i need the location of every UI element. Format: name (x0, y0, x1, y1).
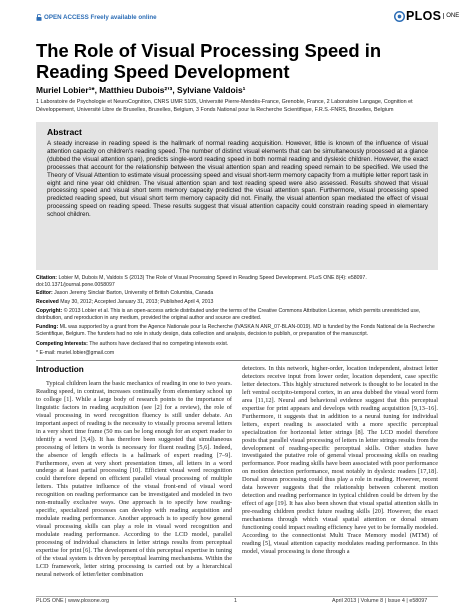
abstract-text: A steady increase in reading speed is the hallmark of normal reading acquisition. However, little is known of the influence of visual attention capacity on children's reading speed. The number of distinct visual elements that can be simultaneously processed at a glance (dubbed the visual attention span), predicts single-word reading speed in both normal reading and dyslexic children. However, the exact processes that account for the relationship between the visual attention span and reading speed remain to be specified. We used the Theory of Visual Attention to estimate visual processing speed and visual short-term memory capacity from a multiple letter report task in eight and nine year old children. The visual attention span and text reading speed were also assessed. Results showed that visual processing speed and visual short term memory capacity predicted the visual attention span. Furthermore, visual processing speed predicted reading speed, but visual short term memory capacity did not. Finally, the visual attention span mediated the effect of visual processing speed on reading speed. These results suggest that visual attention capacity could constrain reading speed in elementary school children. (47, 140, 428, 219)
copyright-line (36, 308, 438, 321)
competing-text: The authors have declared that no competing interests exist. (89, 341, 229, 347)
copyright-label: Copyright: (36, 308, 63, 314)
right-column-text (242, 365, 438, 556)
editor-text: Jason Jeremy Sinclair Barton, University of British Columbia, Canada (54, 290, 214, 296)
article-title: The Role of Visual Processing Speed in Reading Speed Development (36, 40, 382, 82)
logo-suffix: ONE (443, 13, 459, 19)
open-access-badge[interactable] (36, 14, 157, 21)
author-list: Muriel Lobier¹*, Matthieu Dubois²ʼ³, Sylviane Valdois¹ (36, 85, 246, 95)
left-column (36, 365, 232, 592)
footer-issue: April 2013 | Volume 8 | Issue 4 | e58097 (332, 598, 428, 604)
right-paragraph: detectors. In this network, higher-order, location independent, abstract letter detectors receive input from lower order, location dependent, case specific letter detectors. This highly structured network is thought to be located in the left ventral occipito-temporal cortex, in an area dubbed the visual word form area [11,12]. Neural and behavioral evidence suggest that this perceptual expertise for print appears and develops with reading acquisition [9,13–16]. Furthermore, it suggests that in addition to a neural tuning for individual letters, expert reading is associated with a more specific perceptual specialization for horizontal letter strings [8]. The LCD model therefore posits that parallel visual processing of letters in letter strings results from the development of reading-specific perceptual skills. Other studies have investigated the putative role of general visual processing skills on reading performance. Poor reading skills have been associated with poor performance on motion detection performance, most notably in dyslexic readers [17,18]. Dorsal stream processing could thus play a role in reading. However, recent data however suggests that the relationship between coherent motion detection and reading performance in typical children could be driven by the effect of age [19]. It has also been shown that visual spatial attention skills in pre-reading children predict future reading skills [20]. However, the exact mechanisms through which visual spatial attention or dorsal stream functioning could impact reading efficiency have yet to be formally modeled. According to the connectionist Multi Trace Memory model (MTM) of reading [5], visual attention capacity modulates reading performance. In this model, visual processing is done through a (242, 365, 438, 555)
plos-logo-icon (394, 11, 405, 22)
affiliations: 1 Laboratoire de Psychologie et NeuroCognition, CNRS UMR 5105, Université Pierre-Mendès-France, Grenoble, France, 2 Laboratoire Langage, Cognition et Développement, Université Libre de Bruxelles, Bruxelles, Belgium, 3 Fonds National pour la Recherche Scientifique, F.R.S.-FNRS, Bruxelles, Belgium (36, 99, 413, 113)
abstract-heading: Abstract (47, 127, 82, 137)
funding-text: ML was supported by a grant from the Agence Nationale pour la Recherche (IVASKA N ANR_07-BLAN-0019). MD is funded by the Fonds National de la Recherche Scientifique, Belgium. The funders had no role in study design, data collection and analysis, decision to publish, or preparation of the manuscript. (36, 324, 435, 337)
footer-divider (36, 596, 438, 597)
citation-label: Citation: (36, 275, 58, 281)
plos-one-logo[interactable] (394, 9, 459, 23)
competing-interests-line (36, 341, 438, 348)
journal-header (0, 0, 474, 34)
logo-wordmark: PLOS (406, 9, 442, 23)
open-access-lock-icon (36, 14, 42, 21)
introduction-heading: Introduction (36, 365, 84, 374)
editor-label: Editor: (36, 290, 53, 296)
copyright-text: © 2013 Lobier et al. This is an open-access article distributed under the terms of the Creative Commons Attribution License, which permits unrestricted use, distribution, and reproduction in any medium, provided the original author and source are credited. (36, 308, 421, 321)
dates-line (36, 299, 438, 306)
footer-journal[interactable]: PLOS ONE | www.plosone.org (36, 598, 110, 604)
funding-line (36, 324, 438, 337)
editor-line (36, 290, 438, 297)
email-line (36, 350, 438, 357)
left-column-text (36, 380, 232, 579)
dates-label: Received (36, 299, 59, 305)
footer-page-number: 1 (234, 598, 237, 604)
section-divider (36, 360, 438, 361)
citation-text[interactable]: Lobier M, Dubois M, Valdois S (2013) The Role of Visual Processing Speed in Reading Speed Development. PLoS ONE 8(4): e58097. doi:10.1371/journal.pone.0058097 (36, 275, 367, 288)
citation-line (36, 275, 438, 288)
intro-paragraph: Typical children learn the basic mechanics of reading in one to two years. Reading speed, in contrast, increases continually from elementary school up to college [1]. While a large body of research points to the importance of linguistic factors in reading acquisition (see [2] for a review), the role of visual processing in word recognition fluency is still under debate. An important aspect of reading is the necessity to visually process several letters in a very short time frame (50 ms can be long enough for an expert reader to identify a word [3,4]). It has therefore been suggested that simultaneous processing of letters in words is necessary for fluent reading [5,6]. Indeed, the absence of length effects is a hallmark of expert reading [7–9]. Furthermore, even at very short presentation times, all letters in a word undergo at least partial processing [10]. Efficient visual word recognition could therefore depend on efficient parallel visual processing of multiple letters. This putative influence of the visual front-end of visual word recognition on reading performance can be investigated and modeled in two non-mutually exclusive ways. One approach is to specify how reading-specific, specialized processes can develop with reading acquisition and modulate reading performance. Another approach is to specify how general visual processing skills can play a role in visual word recognition and modulate reading performance. According to the LCD model, parallel processing of individual characters in letter strings results from perceptual expertise for print [6]. The development of this perceptual expertise in tuning of the visual system is driven by perceptual learning mechanisms. Within the LCD framework, letter string processing is carried out by a hierarchical neural network of letter/letter combination (36, 380, 232, 578)
corresponding-email[interactable]: * E-mail: muriel.lobier@gmail.com (36, 350, 115, 356)
right-column (242, 365, 438, 592)
competing-label: Competing Interests: (36, 341, 88, 347)
open-access-label: OPEN ACCESS Freely available online (44, 14, 157, 21)
funding-label: Funding: (36, 324, 59, 330)
dates-text: May 30, 2012; Accepted January 31, 2013; Published April 4, 2013 (60, 299, 214, 305)
